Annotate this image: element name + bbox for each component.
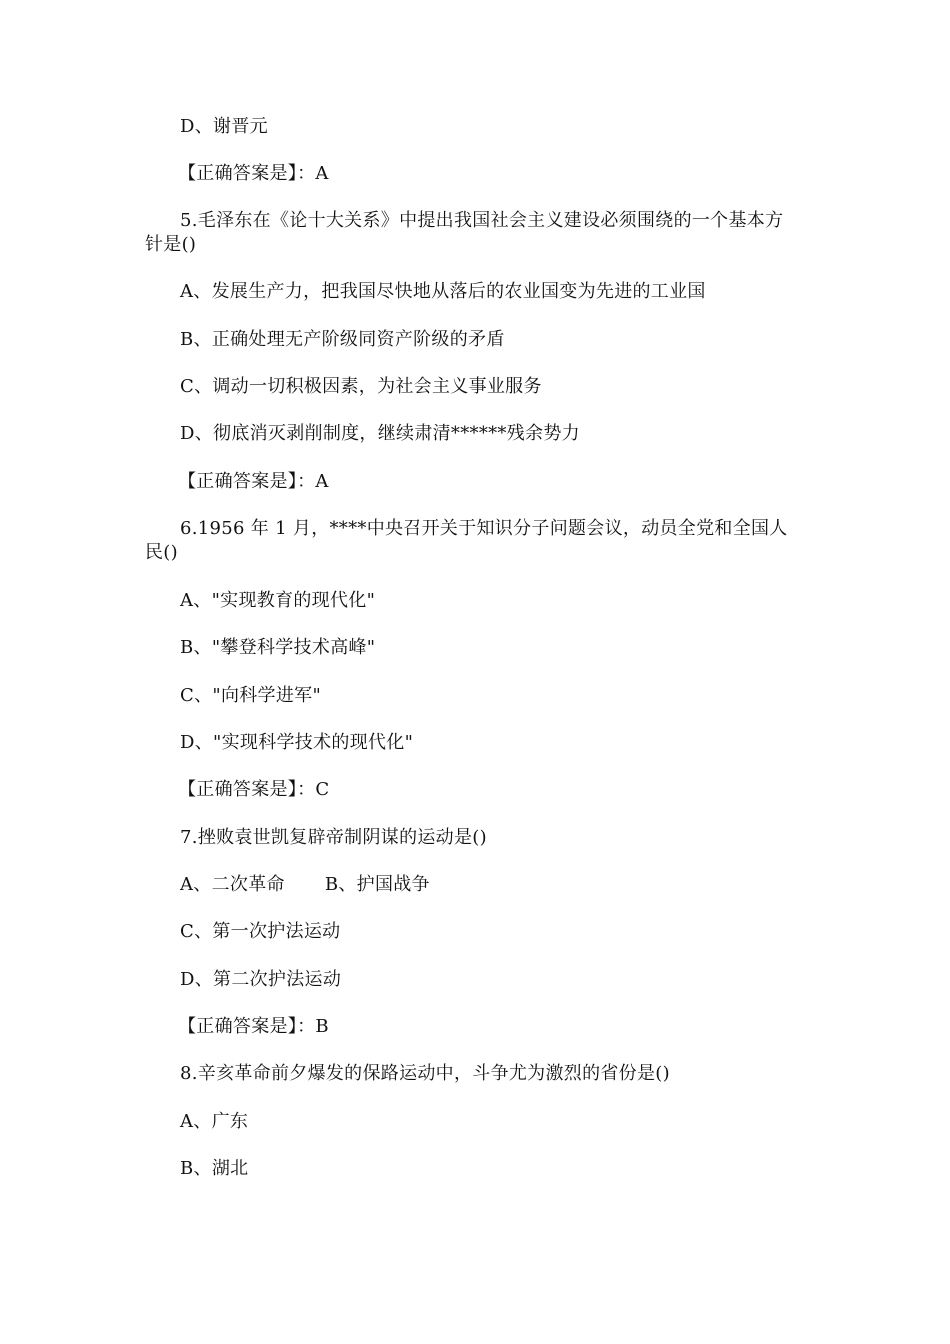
option-c-q7: C、第一次护法运动 bbox=[180, 921, 341, 942]
option-d-q4: D、谢晋元 bbox=[180, 116, 268, 137]
option-b-q8: B、湖北 bbox=[180, 1158, 249, 1179]
question-6-line-2: 民() bbox=[145, 542, 178, 563]
option-c-q5: C、调动一切积极因素，为社会主义事业服务 bbox=[180, 376, 542, 397]
question-5-line-1: 5.毛泽东在《论十大关系》中提出我国社会主义建设必须围绕的一个基本方 bbox=[180, 210, 784, 231]
question-7: 7.挫败袁世凯复辟帝制阴谋的运动是() bbox=[180, 827, 487, 848]
answer-q6: 【正确答案是】：C bbox=[178, 779, 330, 800]
option-a-q8: A、广东 bbox=[180, 1111, 249, 1132]
option-a-q6: A、"实现教育的现代化" bbox=[180, 590, 376, 611]
option-d-q6: D、"实现科学技术的现代化" bbox=[180, 732, 414, 753]
question-8: 8.辛亥革命前夕爆发的保路运动中，斗争尤为激烈的省份是() bbox=[180, 1063, 670, 1084]
option-a-q7: A、二次革命 bbox=[180, 874, 285, 895]
option-d-q7: D、第二次护法运动 bbox=[180, 969, 342, 990]
option-a-q5: A、发展生产力，把我国尽快地从落后的农业国变为先进的工业国 bbox=[180, 281, 706, 302]
option-b-q5: B、正确处理无产阶级同资产阶级的矛盾 bbox=[180, 329, 505, 350]
question-5-line-2: 针是() bbox=[145, 234, 197, 255]
question-6-line-1: 6.1956 年 1 月，****中央召开关于知识分子问题会议，动员全党和全国人 bbox=[180, 518, 788, 539]
answer-q5: 【正确答案是】：A bbox=[178, 471, 329, 492]
option-d-q5: D、彻底消灭剥削制度，继续肃清******残余势力 bbox=[180, 423, 580, 444]
option-c-q6: C、"向科学进军" bbox=[180, 685, 322, 706]
option-b-q6: B、"攀登科学技术高峰" bbox=[180, 637, 376, 658]
options-ab-q7 bbox=[180, 873, 430, 897]
answer-q4: 【正确答案是】：A bbox=[178, 163, 329, 184]
answer-q7: 【正确答案是】：B bbox=[178, 1016, 329, 1037]
option-b-q7: B、护国战争 bbox=[324, 874, 430, 895]
